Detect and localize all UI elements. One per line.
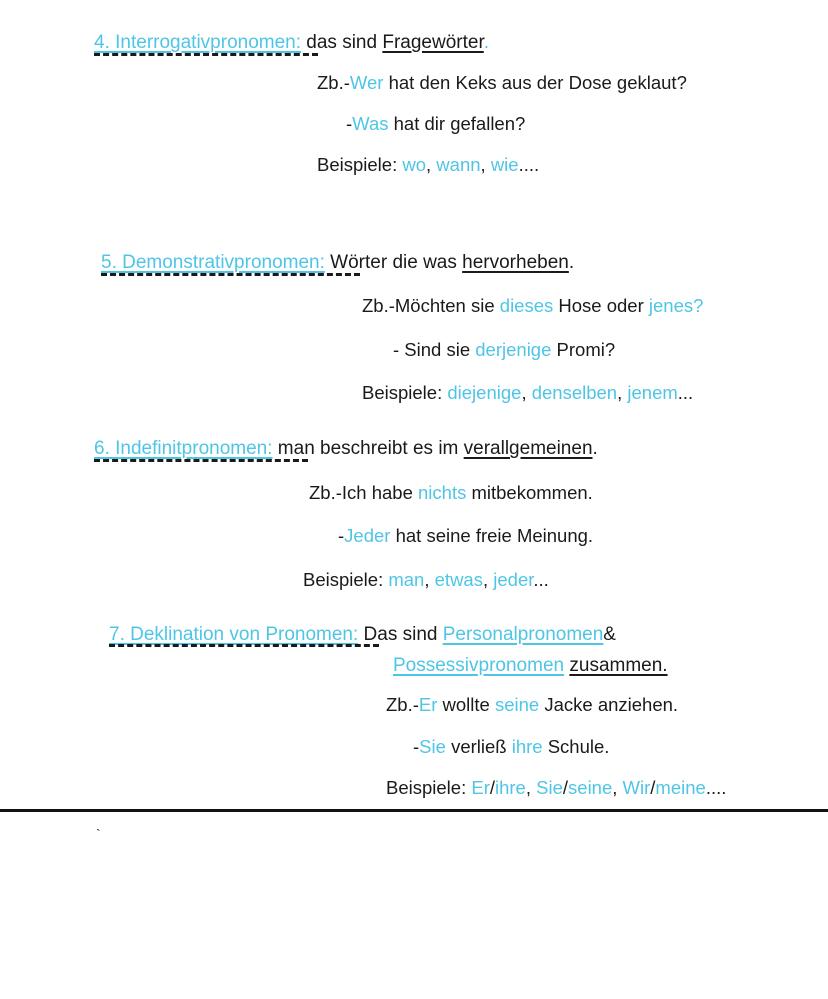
section-7-def-amp: & <box>603 624 616 645</box>
section-7-heading-line-2 <box>393 656 668 675</box>
separator: , <box>424 569 430 590</box>
beispiel-word: man <box>388 569 425 590</box>
section-4-example-1 <box>317 74 687 93</box>
section-6-example-2 <box>338 527 593 546</box>
example-mid: verließ <box>451 736 507 757</box>
beispiel-word: ihre <box>495 777 526 798</box>
section-7-example-1 <box>386 696 678 715</box>
example-mid: Hose oder <box>558 295 644 316</box>
separator: , <box>525 777 531 798</box>
beispiele-label: Beispiele: <box>303 569 384 590</box>
section-6-example-1 <box>309 484 593 503</box>
example-prefix: - Sind sie <box>393 339 471 360</box>
slash: / <box>489 777 495 798</box>
section-4-heading: 4. Interrogativpronomen: <box>94 32 302 53</box>
example-rest: mitbekommen. <box>471 482 593 503</box>
ellipsis: ... <box>533 569 549 590</box>
section-4-def-end: . <box>483 32 490 53</box>
section-5-def-end: . <box>568 252 575 273</box>
ellipsis: .... <box>518 154 540 175</box>
horizontal-divider <box>0 809 828 812</box>
beispiele-label: Beispiele: <box>317 154 398 175</box>
section-4-heading-line <box>94 33 489 52</box>
section-5-heading: 5. Demonstrativpronomen: <box>101 252 325 273</box>
example-prefix: - <box>346 113 353 134</box>
beispiel-word: denselben <box>531 382 618 403</box>
example-rest: Jacke anziehen. <box>544 694 679 715</box>
beispiele-label: Beispiele: <box>362 382 443 403</box>
example-highlight: Sie <box>419 736 446 757</box>
example-rest: hat den Keks aus der Dose geklaut? <box>388 72 687 93</box>
example-prefix: - <box>338 525 345 546</box>
separator: , <box>612 777 618 798</box>
section-5-example-2 <box>393 341 615 360</box>
separator: , <box>482 569 489 590</box>
beispiel-word: wie <box>490 154 519 175</box>
example-prefix: - <box>413 736 420 757</box>
ellipsis: ... <box>677 382 694 403</box>
example-rest: Promi? <box>556 339 616 360</box>
section-6-def-end: . <box>592 438 598 459</box>
section-5-def-word: hervorheben <box>462 252 569 273</box>
section-7-def-pre: Das sind <box>363 624 438 645</box>
beispiel-word: Wir <box>622 777 651 798</box>
section-5-def-pre: Wörter die was <box>330 252 457 273</box>
ellipsis: .... <box>705 777 727 798</box>
section-6-def-word: verallgemeinen <box>463 438 593 459</box>
section-4-def-word: Fragewörter <box>382 32 484 53</box>
example-prefix: Zb.- <box>317 72 350 93</box>
example-highlight: Was <box>352 113 389 134</box>
example-highlight: dieses <box>499 295 554 316</box>
beispiel-word: etwas <box>434 569 483 590</box>
section-7-dashed-underline <box>109 644 379 647</box>
example-highlight: Er <box>418 694 438 715</box>
beispiel-word: seine <box>568 777 613 798</box>
section-7-def-word-2: Possessivpronomen <box>393 655 565 676</box>
example-highlight: nichts <box>418 482 467 503</box>
beispiel-word: jenem <box>627 382 678 403</box>
example-mid: wollte <box>442 694 490 715</box>
section-6-heading: 6. Indefinitpronomen: <box>94 438 273 459</box>
example-prefix: Zb.- <box>386 694 419 715</box>
section-6-heading-line <box>94 439 598 458</box>
section-7-heading-line <box>109 625 616 644</box>
separator: , <box>521 382 527 403</box>
section-4-dashed-underline <box>94 53 318 56</box>
example-rest: hat seine freie Meinung. <box>395 525 594 546</box>
section-4-beispiele <box>317 156 539 175</box>
section-4-def-pre: das sind <box>306 32 378 53</box>
example-highlight: derjenige <box>475 339 552 360</box>
beispiel-word: wo <box>402 154 427 175</box>
section-4-example-2 <box>346 115 525 134</box>
section-5-beispiele <box>362 384 693 403</box>
section-7-def-end: zusammen. <box>569 655 668 676</box>
section-7-heading: 7. Deklination von Pronomen: <box>109 624 359 645</box>
section-5-heading-line <box>101 253 574 272</box>
section-7-example-2 <box>413 738 609 757</box>
beispiele-label: Beispiele: <box>386 777 467 798</box>
section-5-dashed-underline <box>101 273 360 276</box>
separator: , <box>617 382 623 403</box>
separator: , <box>480 154 486 175</box>
section-6-def-pre: man beschreibt es im <box>277 438 459 459</box>
separator: , <box>426 154 432 175</box>
beispiel-word: diejenige <box>447 382 522 403</box>
example-rest: Schule. <box>547 736 610 757</box>
section-7-beispiele <box>386 779 726 798</box>
example-rest: hat dir gefallen? <box>393 113 526 134</box>
example-highlight: Jeder <box>344 525 391 546</box>
example-prefix: Zb.-Möchten sie <box>362 295 495 316</box>
beispiel-word: meine <box>655 777 706 798</box>
section-6-beispiele <box>303 571 549 590</box>
example-highlight: ihre <box>511 736 543 757</box>
example-highlight: jenes? <box>648 295 704 316</box>
beispiel-word: Er <box>471 777 490 798</box>
example-highlight: seine <box>494 694 540 715</box>
section-6-dashed-underline <box>94 459 308 462</box>
stray-mark: ` <box>96 826 101 842</box>
section-5-example-1 <box>362 297 703 316</box>
slash: / <box>562 777 569 798</box>
beispiel-word: jeder <box>493 569 534 590</box>
example-highlight: Wer <box>349 72 384 93</box>
example-prefix: Zb.-Ich habe <box>309 482 413 503</box>
beispiel-word: wann <box>436 154 481 175</box>
section-7-def-word-1: Personalpronomen <box>442 624 604 645</box>
slash: / <box>650 777 656 798</box>
beispiel-word: Sie <box>536 777 563 798</box>
